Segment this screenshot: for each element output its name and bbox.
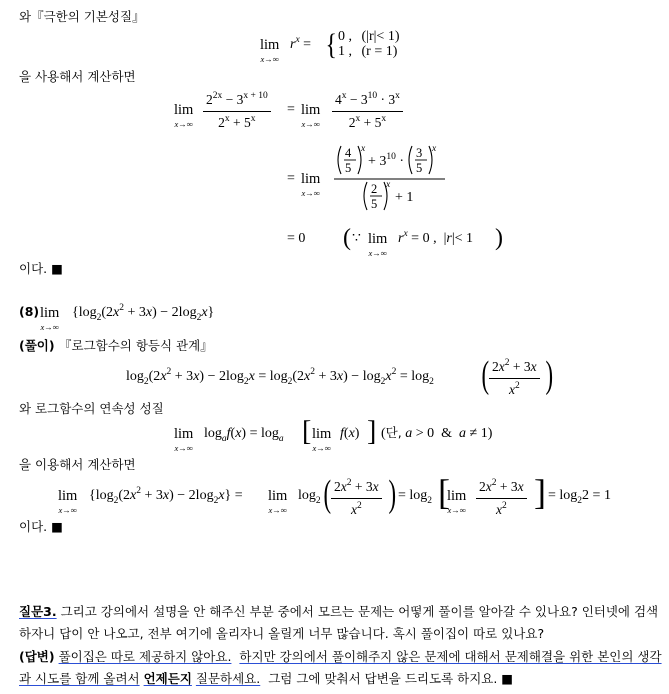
log-identity-paren-close: ) <box>545 354 554 396</box>
eq2-lim: lim x→∞ <box>301 171 321 198</box>
eq3-paren-close: ) <box>495 225 503 251</box>
final-frac-2: $\frac{2x^2 + 3x}{x^2}$ <box>476 480 527 517</box>
eq1-frac-right: $\frac{4^x - 3^{10} \cdot 3^x}{2^x + 5^x}$ <box>332 93 403 130</box>
solution-label: (풀이) <box>19 338 55 353</box>
end-text-1: 이다. ■ <box>19 261 63 276</box>
eq2-num-5: 5 <box>345 161 352 175</box>
eq2-exp-x2: x <box>432 144 437 154</box>
log-identity-paren-open: ( <box>481 354 490 396</box>
use-text-2: 을 이용해서 계산하면 <box>19 457 136 472</box>
eq1-lim-2: lim x→∞ <box>301 102 321 129</box>
basic-limit-operator: lim x→∞ <box>260 37 280 64</box>
log-identity-expr: $\log_2(2x^2 + 3x) - 2\log_2x = \log_2(2x^2 + 3x) - \log_2x^2 = \log_2$ <box>126 367 434 387</box>
final-lim-3: lim x→∞ <box>447 488 467 515</box>
solution-title: 『로그함수의 항등식 관계』 <box>59 338 213 353</box>
cases-row-2: 1 , (r = 1) <box>338 44 398 59</box>
log-identity-frac: $\frac{2x^2 + 3x}{x^2}$ <box>489 360 540 397</box>
final-paren-open: ( <box>323 473 332 515</box>
eq2-den-5: 5 <box>371 197 378 211</box>
answer-line-2: 과 시도를 함께 올려서 언제든지 질문하세요. 그럼 그에 맞춰서 답변을 드리도록 하지요. ■ <box>19 671 514 686</box>
answer-line-1: (답변) 풀이집은 따로 제공하지 않아요. 하지만 강의에서 풀이해주지 않은 문제에 대해서 문제해결을 위한 본인의 생각 <box>19 649 662 664</box>
eq2-num-3: 3 <box>416 146 423 160</box>
eq3-because: ∵ <box>352 231 361 246</box>
eq3-result: = 0 <box>287 231 306 246</box>
eq1-equals: = <box>287 102 295 117</box>
eq3-lim: lim x→∞ <box>368 231 388 258</box>
eq2-num-4: 4 <box>345 146 352 160</box>
cont-condition: (단, a > 0 & a ≠ 1) <box>381 425 493 441</box>
final-bracket-close: ] <box>534 472 546 512</box>
final-lim-1: lim x→∞ <box>58 488 78 515</box>
eq2-exp-x3: x <box>386 180 391 190</box>
use-text-1: 을 사용해서 계산하면 <box>19 69 136 84</box>
eq2-plus-1: + 1 <box>395 190 414 205</box>
question-3-label: 질문3. <box>19 604 57 619</box>
question-3-line-2: 하자니 답이 안 나오고, 전부 여기에 올리자니 올릴게 너무 많습니다. 혹시 풀이집이 따로 있나요? <box>19 626 545 641</box>
final-frac-1: $\frac{2x^2 + 3x}{x^2}$ <box>331 480 382 517</box>
cont-bracket-close: ] <box>367 416 377 447</box>
answer-label: (답변) <box>19 649 55 664</box>
eq2-plus-3-10: + $3^{10}$ · <box>368 152 405 169</box>
cont-bracket-open: [ <box>302 416 312 447</box>
problem-8-lim: lim x→∞ <box>40 305 60 332</box>
final-paren-close: ) <box>388 473 397 515</box>
cases-row-1: 0 , (|r|< 1) <box>338 29 400 44</box>
cont-expr-inner: f(x) <box>340 426 360 441</box>
end-text-2: 이다. ■ <box>19 519 63 534</box>
cont-expr-left: $\log_af(x) = \log_a$ <box>204 426 284 444</box>
problem-8-expr: $\{\log_2(2x^2 + 3x) - 2\log_2x\}$ <box>72 303 215 323</box>
cont-lim-inner: lim x→∞ <box>312 426 332 453</box>
final-lim-2: lim x→∞ <box>268 488 288 515</box>
final-expr-1: $\{\log_2(2x^2 + 3x) - 2\log_2x\}$ = <box>89 486 243 506</box>
basic-limit-expr: $r^x$ = <box>290 35 312 52</box>
intro-text: 와『극한의 기본성질』 <box>19 9 145 24</box>
final-bracket-open: [ <box>438 472 450 512</box>
cont-lim: lim x→∞ <box>174 426 194 453</box>
log-continuity-text: 와 로그함수의 연속성 성질 <box>19 401 164 416</box>
problem-8-label: (8) <box>19 304 40 319</box>
eq2-exp-x1: x <box>361 144 366 154</box>
eq1-frac-left: $\frac{2^{2x} - 3^{x + 10}}{2^x + 5^x}$ <box>203 93 271 130</box>
question-3-line-1: 질문3. 그리고 강의에서 설명을 안 해주신 부분 중에서 모르는 문제는 어떻게 풀이를 알아갈 수 있나요? 인터넷에 검색 <box>19 604 659 619</box>
eq2-den-2: 2 <box>371 182 378 196</box>
eq2-equals: = <box>287 171 295 186</box>
cases-brace: { <box>325 28 337 61</box>
eq2-big-fraction <box>0 0 1 1</box>
eq3-reason: $r^x = 0$ , |r|< 1 <box>398 229 474 246</box>
final-result: = $\log_22 = 1$ <box>548 488 611 506</box>
eq3-paren-open: ( <box>343 225 351 251</box>
eq2-num-5b: 5 <box>416 161 423 175</box>
final-log-1: $\log_2$ <box>298 488 321 506</box>
eq1-lim: lim x→∞ <box>174 102 194 129</box>
final-equals-log: = $\log_2$ <box>398 488 433 506</box>
